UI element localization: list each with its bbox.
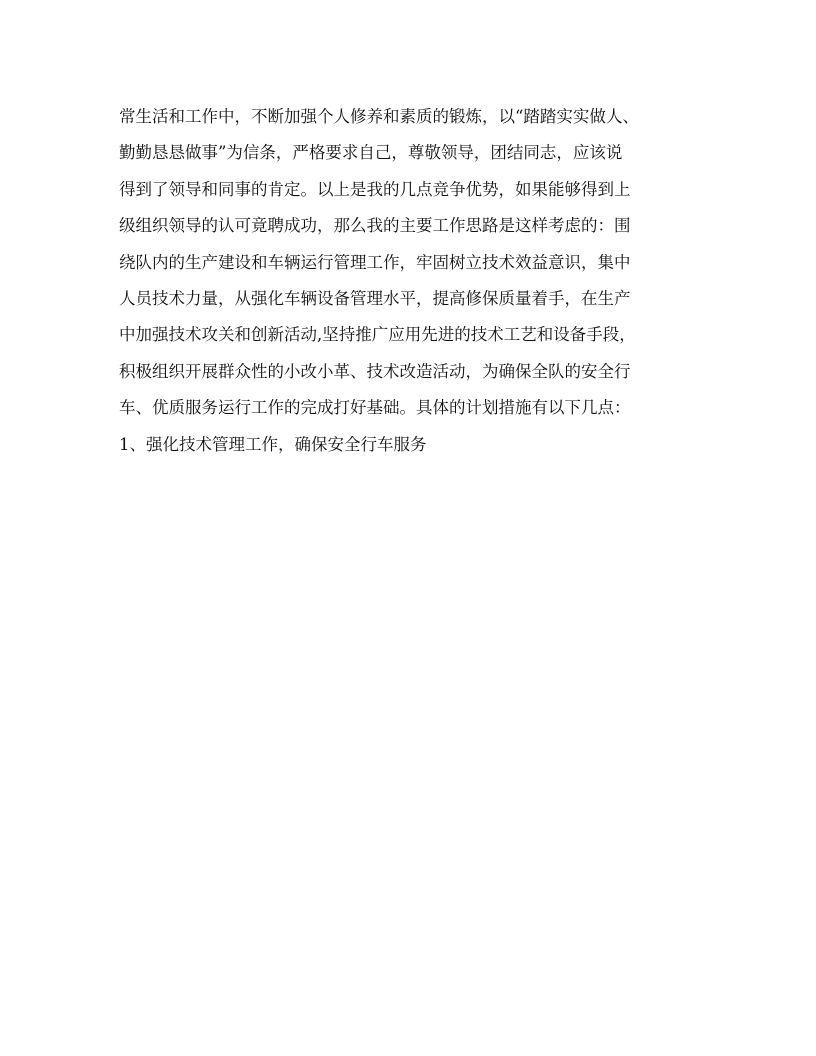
text-line-8: 积极组织开展群众性的小改小革、技术改造活动，为确保全队的安全行: [119, 361, 631, 381]
text-line-6: 人员技术力量，从强化车辆设备管理水平，提高修保质量着手，在生产: [119, 288, 631, 308]
text-line-3: 得到了领导和同事的肯定。以上是我的几点竞争优势，如果能够得到上: [119, 179, 631, 199]
text-line-4: 级组织领导的认可竟聘成功，那么我的主要工作思路是这样考虑的：围: [119, 216, 631, 236]
text-line-2: 勤勤恳恳做事”为信条，严格要求自己，尊敬领导，团结同志，应该说: [119, 143, 623, 163]
text-line-1: 常生活和工作中，不断加强个人修养和素质的锻炼，以“踏踏实实做人、: [119, 107, 639, 126]
text-line-7: 中加强技术攻关和创新活动,坚持推广应用先进的技术工艺和设备手段，: [119, 325, 636, 345]
text-line-5: 绕队内的生产建设和车辆运行管理工作，牢固树立技术效益意识，集中: [119, 252, 631, 272]
body-text: [119, 99, 709, 463]
section-heading-1: 1、强化技术管理工作，确保安全行车服务: [119, 434, 427, 454]
text-line-9: 车、优质服务运行工作的完成打好基础。具体的计划措施有以下几点：: [119, 398, 631, 418]
